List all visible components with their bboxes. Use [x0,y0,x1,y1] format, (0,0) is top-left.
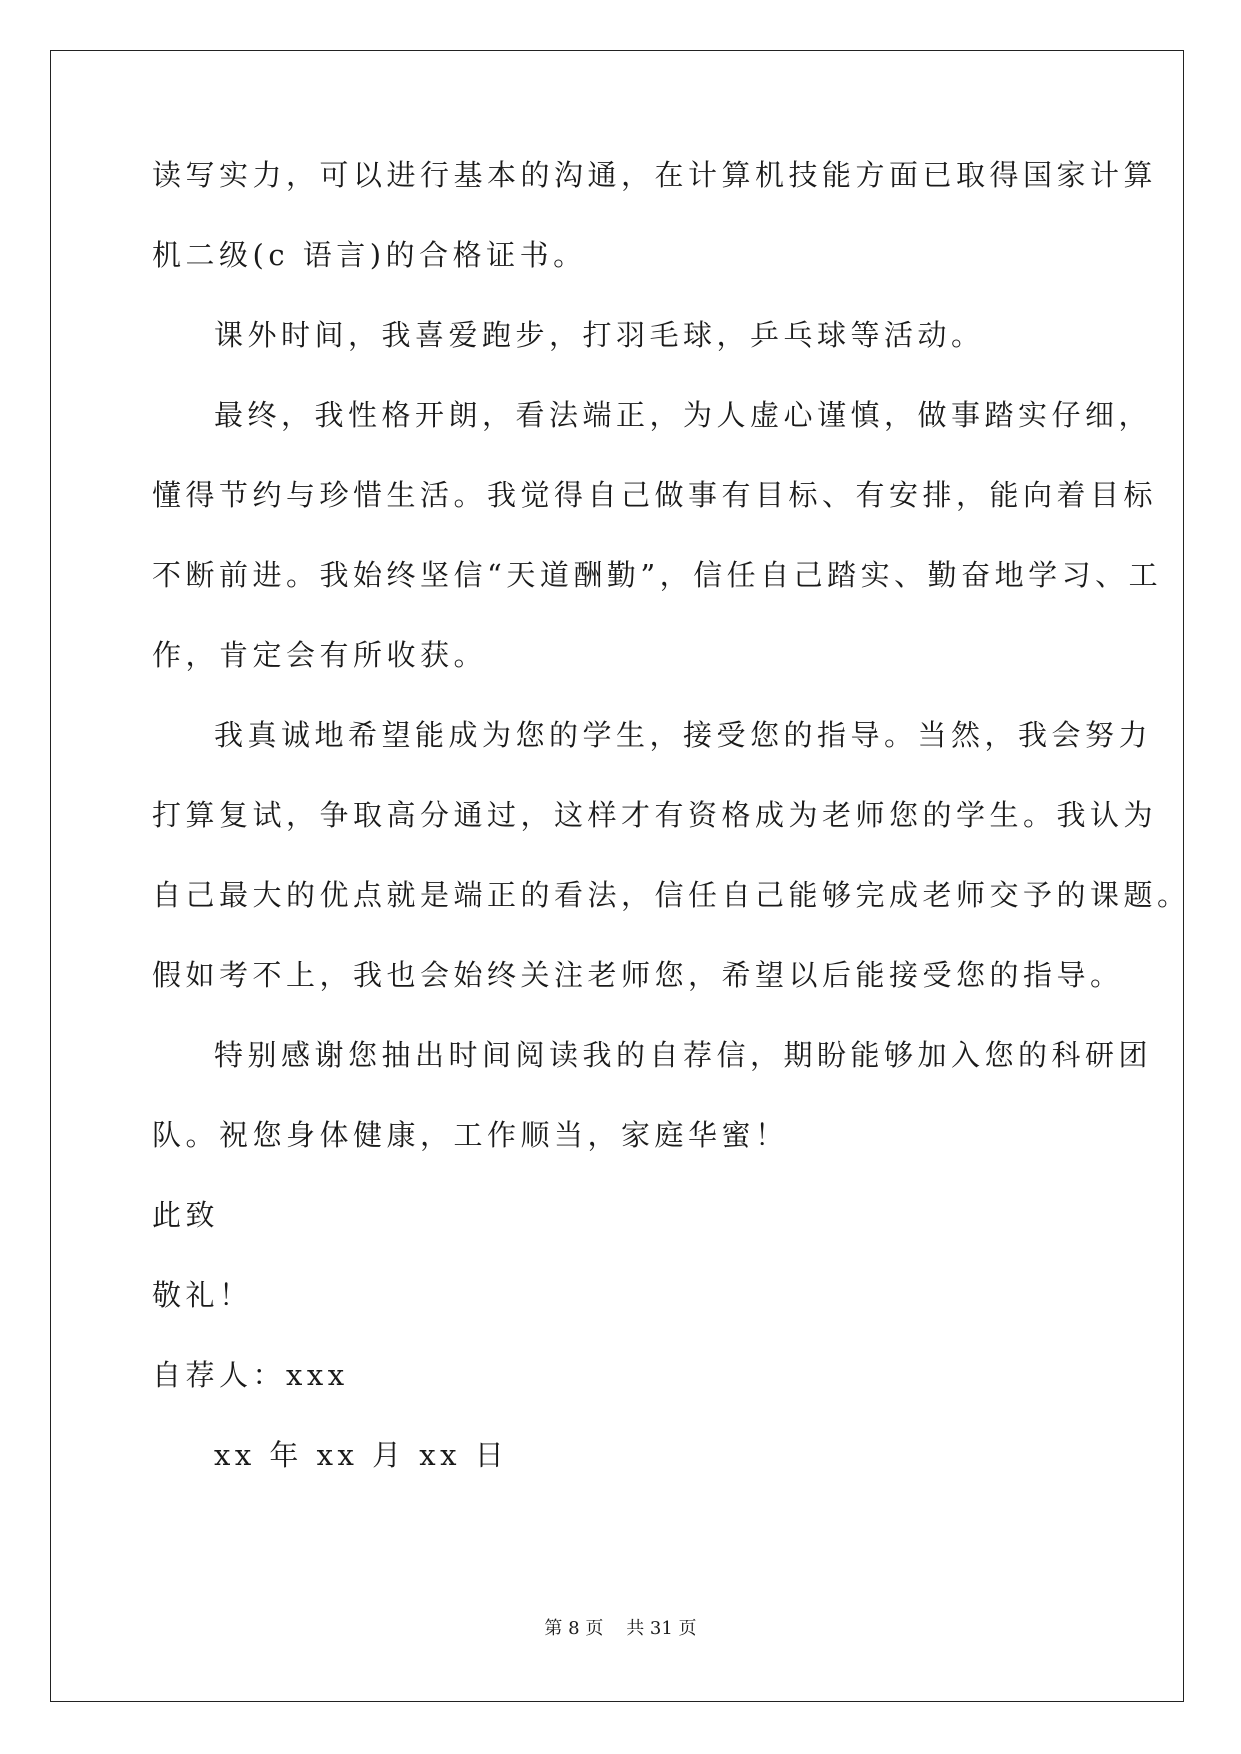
body-line: 我真诚地希望能成为您的学生，接受您的指导。当然，我会努力 [214,718,1153,752]
body-line: 读写实力，可以进行基本的沟通，在计算机技能方面已取得国家计算 [152,158,1158,192]
body-line: 不断前进。我始终坚信“天道酬勤”，信任自己踏实、勤奋地学习、工 [152,558,1163,592]
body-line: 自己最大的优点就是端正的看法，信任自己能够完成老师交予的课题。 [152,878,1191,912]
closing-regards: 敬礼！ [152,1278,253,1312]
body-line: 懂得节约与珍惜生活。我觉得自己做事有目标、有安排，能向着目标 [152,478,1158,512]
body-line: 特别感谢您抽出时间阅读我的自荐信，期盼能够加入您的科研团 [214,1038,1153,1072]
body-line: 假如考不上，我也会始终关注老师您，希望以后能接受您的指导。 [152,958,1124,992]
signature-line: 自荐人：xxx [152,1358,349,1392]
page-number: 第 8 页 共 31 页 [544,1618,697,1639]
body-line: 最终，我性格开朗，看法端正，为人虚心谨慎，做事踏实仔细， [214,398,1153,432]
body-line: 课外时间，我喜爱跑步，打羽毛球，乒乓球等活动。 [214,318,985,352]
closing-salutation: 此致 [152,1198,220,1232]
body-line: 机二级(c 语言)的合格证书。 [152,238,587,272]
body-line: 作，肯定会有所收获。 [152,638,488,672]
body-line: 打算复试，争取高分通过，这样才有资格成为老师您的学生。我认为 [152,798,1158,832]
body-line: 队。祝您身体健康，工作顺当，家庭华蜜！ [152,1118,789,1152]
date-line: xx 年 xx 月 xx 日 [214,1438,509,1472]
